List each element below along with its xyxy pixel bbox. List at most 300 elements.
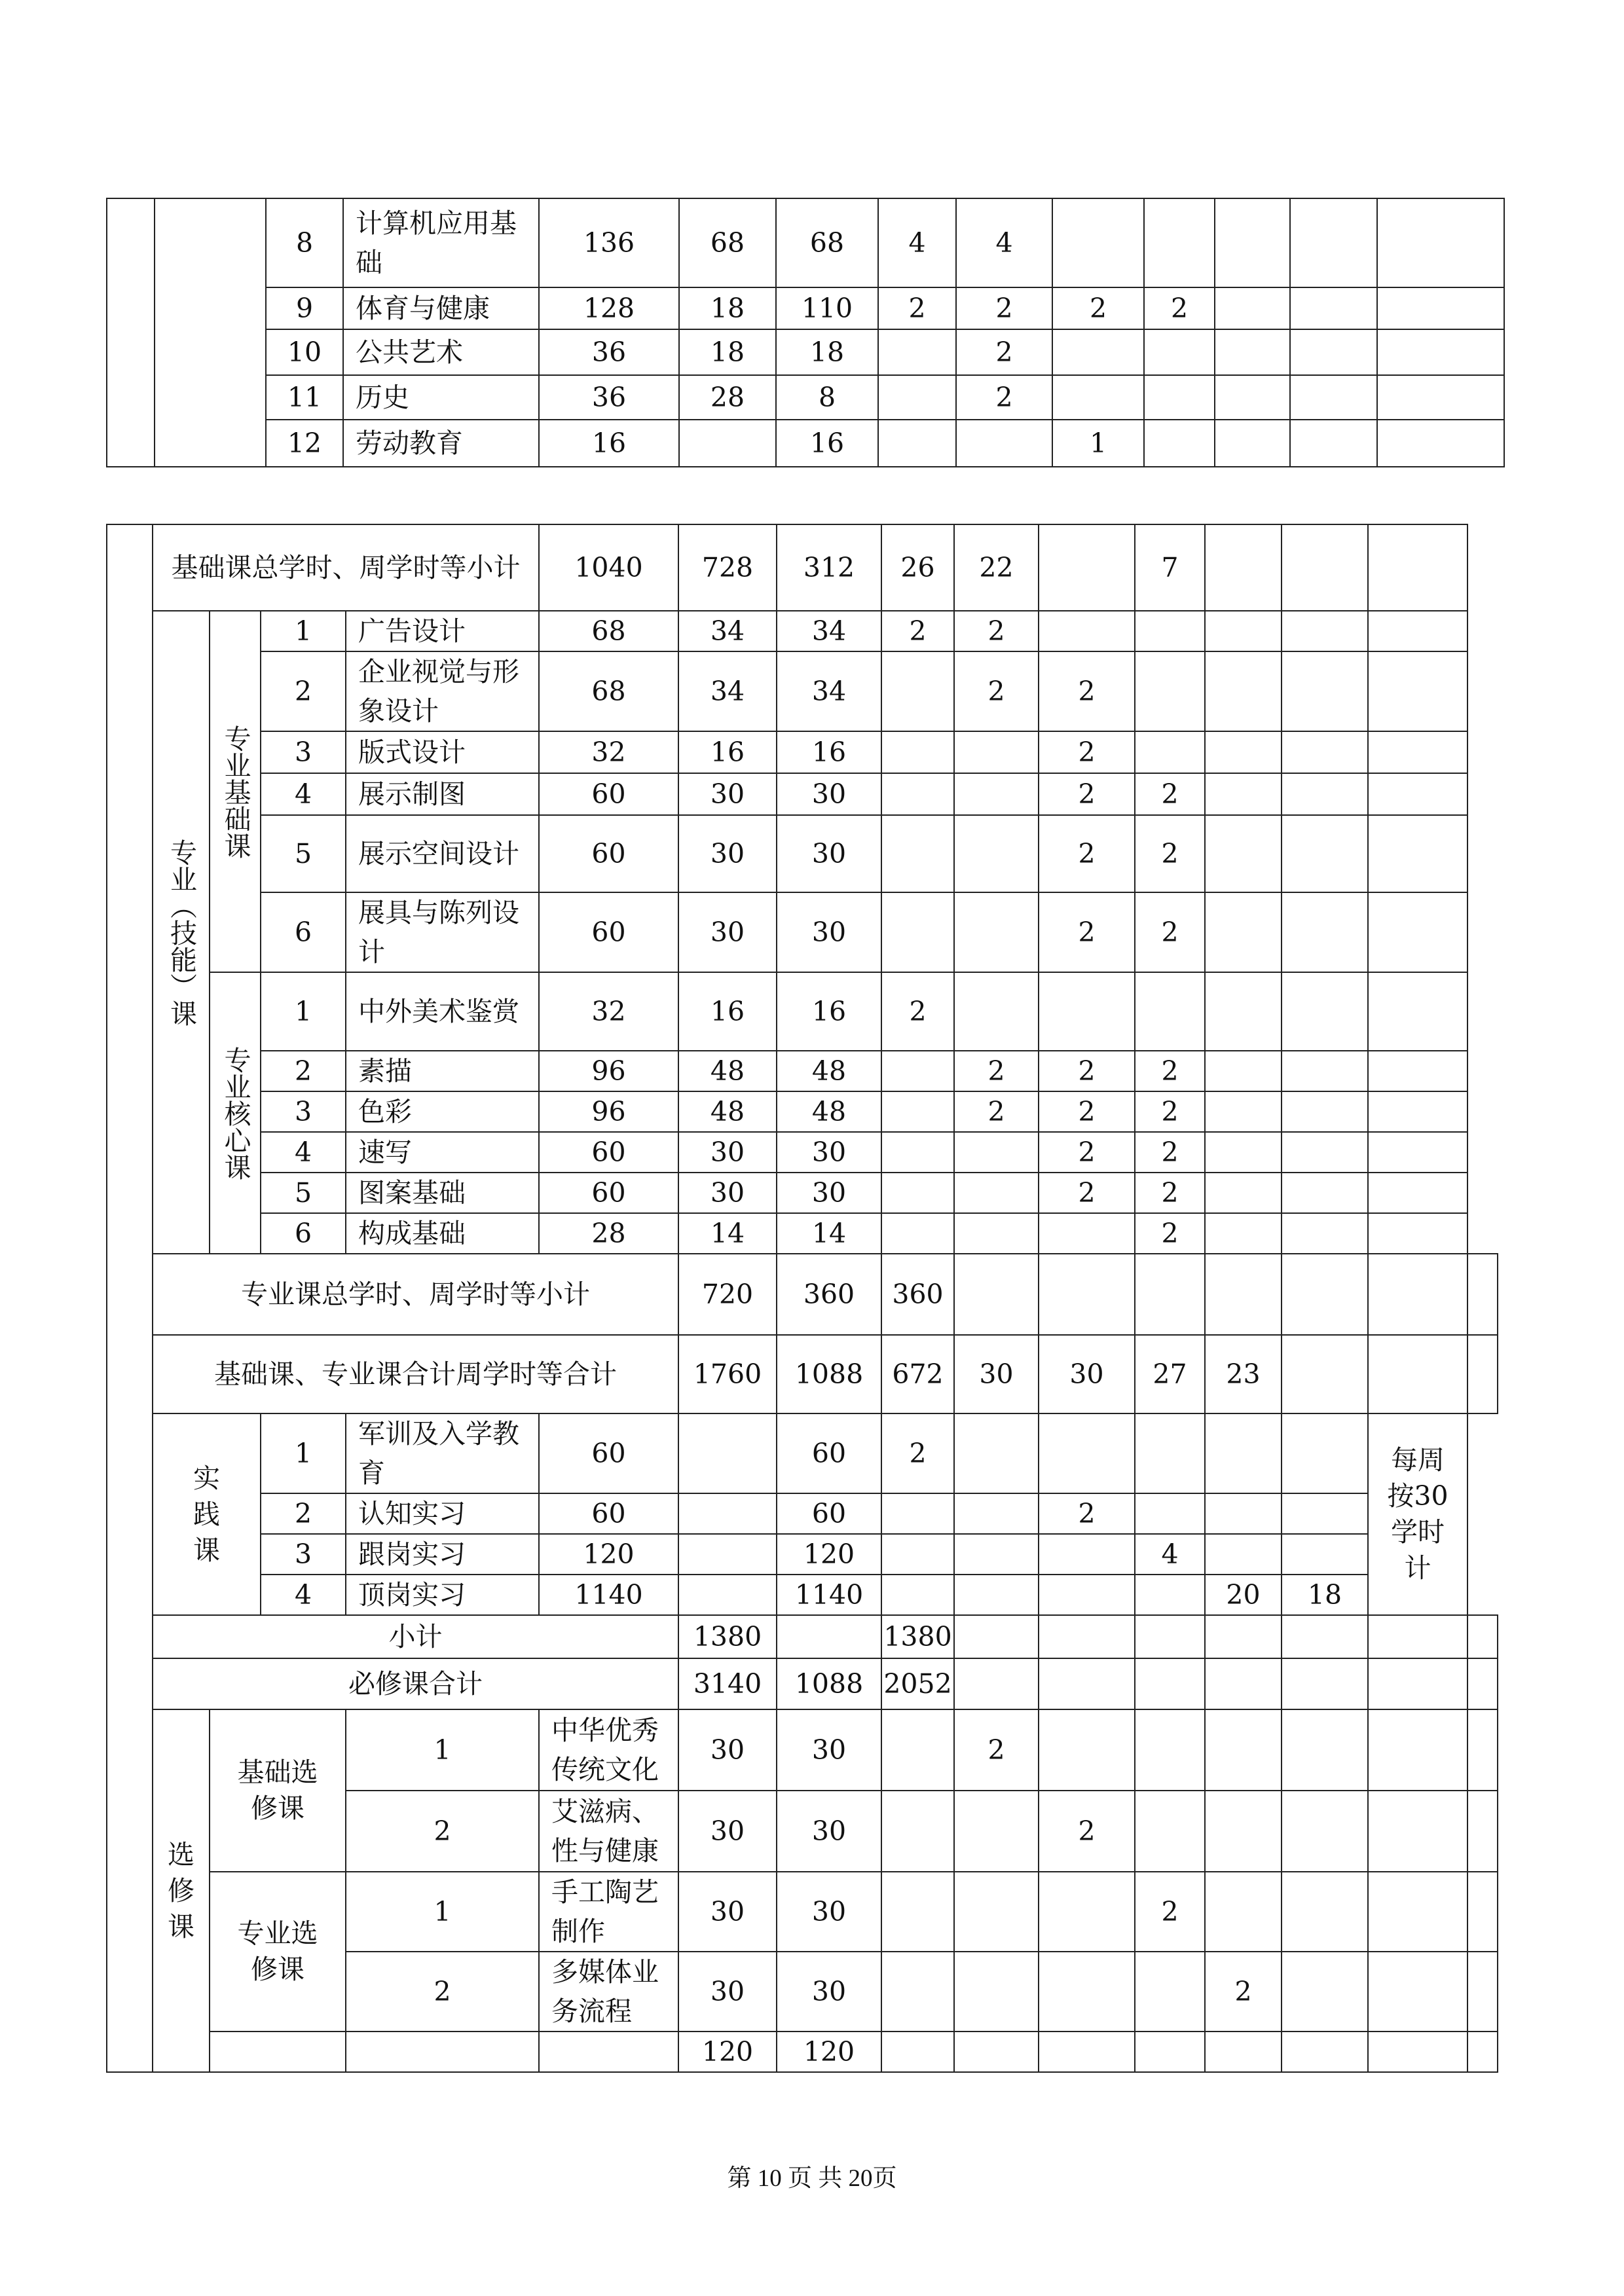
- sem5-cell: [1205, 1534, 1282, 1575]
- table-row: [107, 611, 1498, 651]
- sem4-cell: 2: [1135, 1051, 1205, 1091]
- sem5-cell: [1215, 420, 1290, 467]
- sem1-cell: 2: [881, 1413, 954, 1493]
- sem3-cell: [1039, 972, 1135, 1051]
- table-row: [107, 1132, 1498, 1173]
- sem1-cell: [878, 329, 956, 375]
- sem6-cell: [1282, 1413, 1368, 1493]
- practice-hours-cell: 30: [777, 892, 881, 972]
- sem5-cell: [1282, 1791, 1368, 1872]
- table-row: [107, 651, 1498, 731]
- note-cell: [1377, 287, 1504, 329]
- course-name-cell: 军训及入学教育: [346, 1413, 539, 1493]
- sem1-cell: [954, 1615, 1039, 1658]
- sem3-cell: [1135, 1615, 1205, 1658]
- table-row: [107, 1213, 1498, 1254]
- sem3-cell: 2: [1039, 1493, 1135, 1534]
- sem5-cell: [1282, 1254, 1368, 1335]
- sem6-cell: [1368, 1335, 1467, 1413]
- major-skill-course-label: 专业（技能）课: [153, 611, 210, 1254]
- sem5-cell: [1205, 1132, 1282, 1173]
- sem3-cell: 2: [1039, 731, 1135, 773]
- total-hours-cell: 30: [678, 1709, 777, 1791]
- sem5-cell: [1205, 815, 1282, 892]
- sem3-cell: [1135, 1791, 1205, 1872]
- course-name-cell: 构成基础: [346, 1213, 539, 1254]
- note-cell: [1377, 198, 1504, 287]
- course-number-cell: 1: [261, 1413, 346, 1493]
- total-hours-cell: 96: [539, 1091, 678, 1132]
- sem1-cell: [954, 1952, 1039, 2032]
- practice-hours-cell: 30: [777, 815, 881, 892]
- subtotal-label: 基础课总学时、周学时等小计: [153, 524, 539, 611]
- sem1-cell: [881, 731, 954, 773]
- sem4-cell: [1205, 1709, 1282, 1791]
- practice-hours-cell: 18: [776, 329, 878, 375]
- sem4-cell: [1144, 420, 1215, 467]
- sem6-cell: [1282, 731, 1368, 773]
- table-row: [107, 773, 1498, 815]
- course-number-cell: 2: [346, 1791, 539, 1872]
- sem4-cell: [1135, 611, 1205, 651]
- course-number-cell: 3: [261, 1091, 346, 1132]
- sem3-cell: [1135, 1254, 1205, 1335]
- sem3-cell: [1135, 1658, 1205, 1709]
- note-cell: [1377, 420, 1504, 467]
- practice-hours-cell: 2052: [881, 1658, 954, 1709]
- practice-note-cell: 每周按30学时计: [1368, 1413, 1467, 1615]
- sem4-cell: [1144, 198, 1215, 287]
- note-cell: [1368, 972, 1467, 1051]
- sem5-cell: [1205, 972, 1282, 1051]
- total-hours-cell: 30: [678, 1952, 777, 2032]
- sem4-cell: 4: [1135, 1534, 1205, 1575]
- major-elective-label: 专业选修课: [210, 1872, 346, 2032]
- sem5-cell: [1205, 1493, 1282, 1534]
- course-name-cell: 艾滋病、性与健康: [539, 1791, 678, 1872]
- note-cell: [1467, 1872, 1498, 1952]
- practice-hours-cell: 30: [777, 1132, 881, 1173]
- sem1-cell: [878, 420, 956, 467]
- sem3-cell: [1135, 1952, 1205, 2032]
- sem5-cell: [1205, 731, 1282, 773]
- empty-cell: [346, 2032, 539, 2072]
- sem6-cell: 18: [1282, 1575, 1368, 1615]
- theory-hours-cell: 30: [678, 1173, 777, 1213]
- total-hours-cell: 120: [539, 1534, 678, 1575]
- sem6-cell: [1282, 1173, 1368, 1213]
- total-hours-cell: 1380: [678, 1615, 777, 1658]
- sem4-cell: 2: [1135, 1213, 1205, 1254]
- total-hours-cell: 60: [539, 892, 678, 972]
- sem4-cell: 7: [1135, 524, 1205, 611]
- table-row: [107, 731, 1498, 773]
- sem1-cell: [878, 375, 956, 420]
- sem6-cell: [1282, 1132, 1368, 1173]
- table-row: [107, 972, 1498, 1051]
- theory-hours-cell: 16: [678, 731, 777, 773]
- sem3-cell: 2: [1039, 1051, 1135, 1091]
- sem5-cell: [1205, 1091, 1282, 1132]
- sem2-cell: 2: [954, 1091, 1039, 1132]
- total-hours-cell: 60: [539, 1493, 678, 1534]
- sem6-cell: [1368, 1952, 1467, 2032]
- note-cell: [1368, 651, 1467, 731]
- course-name-cell: 中外美术鉴赏: [346, 972, 539, 1051]
- sem6-cell: [1282, 1213, 1368, 1254]
- practice-hours-cell: 60: [777, 1413, 881, 1493]
- table-row: [107, 2032, 1498, 2072]
- sem1-cell: [881, 1132, 954, 1173]
- major-basic-course-label: 专业基础课: [210, 611, 261, 972]
- theory-hours-cell: 14: [678, 1213, 777, 1254]
- course-name-cell: 企业视觉与形象设计: [346, 651, 539, 731]
- sem6-cell: [1368, 1791, 1467, 1872]
- total-hours-cell: 136: [539, 198, 679, 287]
- sem5-cell: [1215, 375, 1290, 420]
- sem5-cell: [1282, 2032, 1368, 2072]
- sem5-cell: [1205, 1173, 1282, 1213]
- theory-hours-cell: 30: [777, 1709, 881, 1791]
- practice-hours-cell: 120: [777, 1534, 881, 1575]
- sem4-cell: 2: [1135, 1091, 1205, 1132]
- total-hours-cell: 16: [539, 420, 679, 467]
- table-row: [107, 892, 1498, 972]
- theory-hours-cell: 28: [679, 375, 776, 420]
- theory-hours-cell: 18: [679, 287, 776, 329]
- theory-hours-cell: [777, 1615, 881, 1658]
- course-number-cell: 2: [261, 1051, 346, 1091]
- sem3-cell: 1: [1052, 420, 1144, 467]
- sem6-cell: [1282, 651, 1368, 731]
- theory-hours-cell: 30: [678, 773, 777, 815]
- sem6-cell: [1282, 815, 1368, 892]
- note-cell: [1467, 1615, 1498, 1658]
- sem5-cell: [1282, 1872, 1368, 1952]
- note-cell: [1377, 329, 1504, 375]
- practice-hours-cell: 672: [881, 1335, 954, 1413]
- sem2-cell: 2: [954, 651, 1039, 731]
- sem3-cell: 2: [1039, 892, 1135, 972]
- sem3-cell: 2: [1135, 1872, 1205, 1952]
- table-row: [107, 1658, 1498, 1709]
- theory-hours-cell: 48: [678, 1091, 777, 1132]
- sem4-cell: 2: [1135, 773, 1205, 815]
- total-hours-cell: 30: [678, 1872, 777, 1952]
- course-number-cell: 2: [261, 651, 346, 731]
- course-name-cell: 顶岗实习: [346, 1575, 539, 1615]
- course-name-cell: 广告设计: [346, 611, 539, 651]
- sem2-cell: [1039, 1872, 1135, 1952]
- course-table-main: [106, 524, 1498, 2073]
- sem5-cell: [1205, 892, 1282, 972]
- note-cell: [1368, 524, 1467, 611]
- sem3-cell: [1052, 329, 1144, 375]
- course-number-cell: 1: [346, 1872, 539, 1952]
- sem2-cell: [954, 1493, 1039, 1534]
- total-hours-cell: 128: [539, 287, 679, 329]
- sem6-cell: [1368, 1658, 1467, 1709]
- practice-hours-cell: 30: [777, 1173, 881, 1213]
- left-border-cell: [107, 524, 153, 2072]
- theory-hours-cell: 68: [679, 198, 776, 287]
- total-hours-cell: 60: [539, 1173, 678, 1213]
- total-label: 基础课、专业课合计周学时等合计: [153, 1335, 678, 1413]
- practice-hours-cell: [881, 1791, 954, 1872]
- note-cell: [1467, 1791, 1498, 1872]
- total-hours-cell: 68: [539, 651, 678, 731]
- course-name-cell: 展示制图: [346, 773, 539, 815]
- sem2-cell: [956, 420, 1052, 467]
- sem2-cell: [954, 972, 1039, 1051]
- sem4-cell: [1135, 1413, 1205, 1493]
- sem4-cell: [1135, 1493, 1205, 1534]
- sem6-cell: [1282, 524, 1368, 611]
- sem4-cell: [1205, 1658, 1282, 1709]
- sem3-cell: 2: [1039, 651, 1135, 731]
- sem4-cell: [1144, 375, 1215, 420]
- sem4-cell: 23: [1205, 1335, 1282, 1413]
- sem4-cell: 2: [1205, 1952, 1282, 2032]
- sem6-cell: [1282, 611, 1368, 651]
- table-row: [107, 524, 1498, 611]
- course-name-cell: 中华优秀传统文化: [539, 1709, 678, 1791]
- note-cell: [1368, 731, 1467, 773]
- course-number-cell: 5: [261, 815, 346, 892]
- sem1-cell: 2: [954, 1709, 1039, 1791]
- sem5-cell: [1215, 287, 1290, 329]
- course-name-cell: 色彩: [346, 1091, 539, 1132]
- note-cell: [1467, 1709, 1498, 1791]
- sem4-cell: [1205, 1254, 1282, 1335]
- sem4-cell: [1205, 1791, 1282, 1872]
- sem1-cell: [881, 651, 954, 731]
- theory-hours-cell: 16: [678, 972, 777, 1051]
- course-name-cell: 素描: [346, 1051, 539, 1091]
- practice-hours-cell: 1380: [881, 1615, 954, 1658]
- sem3-cell: [1039, 524, 1135, 611]
- total-hours-cell: 1760: [678, 1335, 777, 1413]
- sem2-cell: [954, 731, 1039, 773]
- category-cell: [107, 198, 155, 467]
- course-number-cell: 1: [261, 972, 346, 1051]
- practice-hours-cell: 48: [777, 1091, 881, 1132]
- sem5-cell: [1205, 611, 1282, 651]
- sem3-cell: 2: [1039, 773, 1135, 815]
- course-number-cell: 6: [261, 892, 346, 972]
- total-hours-cell: 120: [678, 2032, 777, 2072]
- sem3-cell: [1052, 375, 1144, 420]
- sem2-cell: 22: [954, 524, 1039, 611]
- table-row: [107, 1493, 1498, 1534]
- theory-hours-cell: 728: [678, 524, 777, 611]
- table-row: [107, 1872, 1498, 1952]
- table-row: [107, 420, 1504, 467]
- table-row: [107, 287, 1504, 329]
- sem3-cell: [1135, 1709, 1205, 1791]
- sem2-cell: 2: [956, 375, 1052, 420]
- total-hours-cell: 96: [539, 1051, 678, 1091]
- theory-hours-cell: 30: [678, 815, 777, 892]
- sem1-cell: [881, 1534, 954, 1575]
- page-footer: 第 10 页 共 20页: [727, 2165, 897, 2192]
- empty-cell: [539, 2032, 678, 2072]
- sem6-cell: [1282, 972, 1368, 1051]
- course-number-cell: 4: [261, 773, 346, 815]
- sem6-cell: [1282, 1493, 1368, 1534]
- theory-hours-cell: [679, 420, 776, 467]
- practice-hours-cell: 8: [776, 375, 878, 420]
- course-number-cell: 3: [261, 1534, 346, 1575]
- sem3-cell: 2: [1039, 1132, 1135, 1173]
- sem5-cell: 20: [1205, 1575, 1282, 1615]
- sem5-cell: [1282, 1335, 1368, 1413]
- note-cell: [1368, 1051, 1467, 1091]
- table-row: [107, 375, 1504, 420]
- sem6-cell: [1290, 287, 1377, 329]
- course-name-cell: 体育与健康: [343, 287, 539, 329]
- note-cell: [1368, 1091, 1467, 1132]
- note-cell: [1368, 815, 1467, 892]
- sem2-cell: [1039, 2032, 1135, 2072]
- sem1-cell: 2: [881, 611, 954, 651]
- sem2-cell: [1039, 1254, 1135, 1335]
- sem1-cell: [881, 773, 954, 815]
- practice-hours-cell: 34: [777, 611, 881, 651]
- practice-hours-cell: 16: [777, 972, 881, 1051]
- sem4-cell: [1144, 329, 1215, 375]
- practice-course-label: 实践课: [153, 1413, 261, 1615]
- sem2-cell: [1039, 1952, 1135, 2032]
- theory-hours-cell: 30: [678, 1132, 777, 1173]
- theory-hours-cell: 1088: [777, 1335, 881, 1413]
- course-table-continued: [106, 198, 1505, 467]
- course-name-cell: 展示空间设计: [346, 815, 539, 892]
- theory-hours-cell: [678, 1493, 777, 1534]
- table-row: [107, 1335, 1498, 1413]
- total-label: 必修课合计: [153, 1658, 678, 1709]
- practice-hours-cell: 312: [777, 524, 881, 611]
- sem1-cell: [954, 1872, 1039, 1952]
- sem4-cell: [1135, 1575, 1205, 1615]
- course-number-cell: 3: [261, 731, 346, 773]
- sem6-cell: [1290, 375, 1377, 420]
- sem3-cell: 2: [1039, 1173, 1135, 1213]
- course-number-cell: 8: [266, 198, 343, 287]
- sem2-cell: 30: [1039, 1335, 1135, 1413]
- course-name-cell: 公共艺术: [343, 329, 539, 375]
- major-core-course-label: 专业核心课: [210, 972, 261, 1254]
- sem5-cell: [1215, 329, 1290, 375]
- course-number-cell: 2: [261, 1493, 346, 1534]
- total-hours-cell: 720: [678, 1254, 777, 1335]
- course-name-cell: 跟岗实习: [346, 1534, 539, 1575]
- sem2-cell: [954, 1132, 1039, 1173]
- table-row: [107, 1709, 1498, 1791]
- sem6-cell: [1282, 1091, 1368, 1132]
- course-number-cell: 9: [266, 287, 343, 329]
- sem6-cell: [1290, 329, 1377, 375]
- theory-hours-cell: 30: [777, 1791, 881, 1872]
- sem1-cell: [881, 1575, 954, 1615]
- course-name-cell: 劳动教育: [343, 420, 539, 467]
- sem1-cell: [881, 815, 954, 892]
- sem1-cell: 30: [954, 1335, 1039, 1413]
- course-name-cell: 展具与陈列设计: [346, 892, 539, 972]
- note-cell: [1467, 1335, 1498, 1413]
- course-number-cell: 6: [261, 1213, 346, 1254]
- sem1-cell: 26: [881, 524, 954, 611]
- theory-hours-cell: 30: [777, 1872, 881, 1952]
- sem1-cell: [954, 1254, 1039, 1335]
- elective-course-label: 选修课: [153, 1709, 210, 2072]
- sem4-cell: 2: [1135, 892, 1205, 972]
- sem1-cell: [954, 1791, 1039, 1872]
- theory-hours-cell: [678, 1413, 777, 1493]
- table-row: [107, 1413, 1498, 1493]
- basic-elective-label: 基础选修课: [210, 1709, 346, 1872]
- note-cell: [1467, 2032, 1498, 2072]
- sem4-cell: 2: [1144, 287, 1215, 329]
- practice-hours-cell: 110: [776, 287, 878, 329]
- sem2-cell: [1039, 1709, 1135, 1791]
- table-row: [107, 1615, 1498, 1658]
- total-hours-cell: 3140: [678, 1658, 777, 1709]
- total-hours-cell: 60: [539, 773, 678, 815]
- theory-hours-cell: 30: [678, 892, 777, 972]
- total-hours-cell: 32: [539, 731, 678, 773]
- table-row: [107, 198, 1504, 287]
- sem5-cell: [1282, 1952, 1368, 2032]
- course-name-cell: 版式设计: [346, 731, 539, 773]
- sem2-cell: [954, 1534, 1039, 1575]
- course-name-cell: 计算机应用基础: [343, 198, 539, 287]
- sem5-cell: [1215, 198, 1290, 287]
- sem5-cell: [1282, 1709, 1368, 1791]
- course-number-cell: 10: [266, 329, 343, 375]
- course-number-cell: 4: [261, 1575, 346, 1615]
- sem2-cell: 4: [956, 198, 1052, 287]
- sem1-cell: 4: [878, 198, 956, 287]
- course-number-cell: 5: [261, 1173, 346, 1213]
- sem2-cell: [1039, 1658, 1135, 1709]
- table-row: [107, 1051, 1498, 1091]
- theory-hours-cell: 30: [777, 1952, 881, 2032]
- sem3-cell: [1039, 1575, 1135, 1615]
- course-name-cell: 手工陶艺制作: [539, 1872, 678, 1952]
- sem2-cell: [1039, 1615, 1135, 1658]
- sem6-cell: [1282, 1534, 1368, 1575]
- total-hours-cell: 1140: [539, 1575, 678, 1615]
- subtotal-label: 专业课总学时、周学时等小计: [153, 1254, 678, 1335]
- sem4-cell: 2: [1135, 815, 1205, 892]
- theory-hours-cell: 48: [678, 1051, 777, 1091]
- table-row: [107, 815, 1498, 892]
- practice-hours-cell: 68: [776, 198, 878, 287]
- sem4-cell: [1135, 972, 1205, 1051]
- sem6-cell: [1282, 1051, 1368, 1091]
- sem5-cell: [1205, 524, 1282, 611]
- course-name-cell: 多媒体业务流程: [539, 1952, 678, 2032]
- sem3-cell: 2: [1039, 1091, 1135, 1132]
- sem4-cell: [1205, 2032, 1282, 2072]
- course-number-cell: 11: [266, 375, 343, 420]
- course-number-cell: 2: [346, 1952, 539, 2032]
- practice-hours-cell: [881, 1872, 954, 1952]
- sem2-cell: 2: [956, 287, 1052, 329]
- sem2-cell: [954, 773, 1039, 815]
- sem4-cell: 2: [1135, 1173, 1205, 1213]
